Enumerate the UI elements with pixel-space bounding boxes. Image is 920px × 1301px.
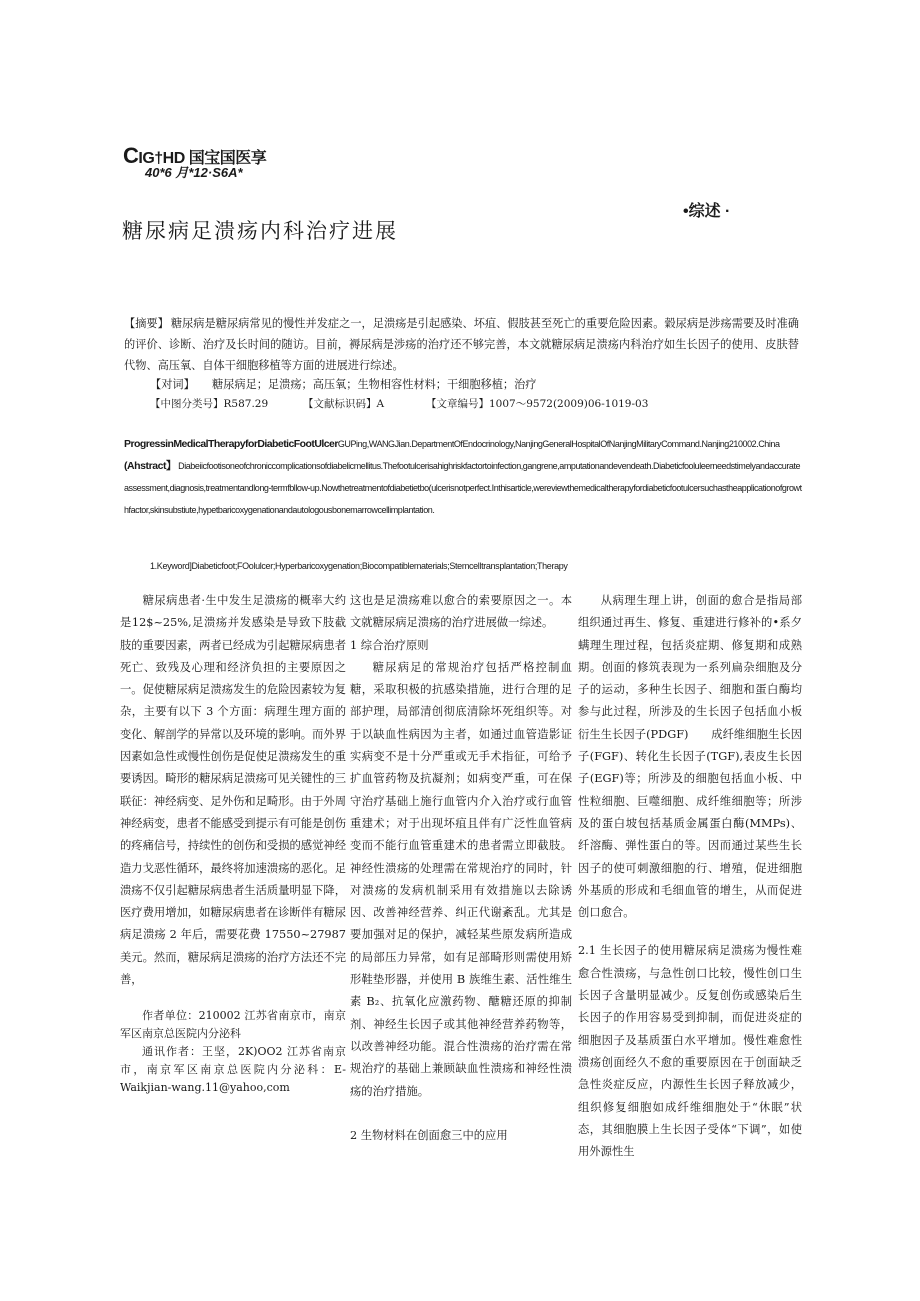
section-2-1-paragraph: 2.1 生长因子的使用糖尿病足溃疡为慢性难愈合性溃疡，与急性创口比较，慢性创口生长因子含量明显减少。反复创伤或感染后生长因子的作用容易受到抑制，而促进炎症的细胞因子及基质蛋白水平增加。慢性难愈性溃疡创面经久不愈的重要原因在于创面缺乏急性炎症反应，内源性生长因子释放减少，组织修复细胞如成纤维细胞处于“休眠”状态，其细胞膜上生长因子受体“下调”，如使用外源性生 [578,944,802,1159]
english-keywords: 1.Keyword]Diabeticfoot;FOolulcer;Hyperbaricoxygenation;Biocompatiblematerials;Stemcelltransplantation;Therapy [150,561,568,571]
body-paragraph: 糖尿病患者·生中发生足溃疡的概率大约是12$~25%,足溃疡并发感染是导致下肢截肢的重要因素，两者已经成为引起糖尿病患者死亡、致残及心理和经济负担的主要原因之一。促使糖尿病足溃疡发生的危险因素较为复杂，主要有以下 3 个方面：病理生理方面的变化、解剖学的异常以及环境的影响。而外界因素如急性或慢性创伤是促使足溃疡发生的重要诱因。畸形的糖尿病足溃疡可见关键性的三联征：神经病变、足外伤和足畸形。由于外周神经病变，患者不能感受到提示有可能是创伤的疼痛信号，持续性的创伤和受损的感觉神经造力戈恶性循环，最终将加速溃疡的恶化。足溃疡不仅引起糖尿病患者生活质量明显下降，医疗费用增加，如糖尿病患者在诊断伴有糖尿病足溃疡 2 年后，需要花费 17550~27987 美元。然而，糖尿病足溃疡的治疗方法还不完善， [120,594,346,987]
spacer [350,1103,572,1125]
body-column-2 [350,590,572,1147]
keywords-text: 糖尿病足；足溃疡；高压氧；生物相容性材料；干细胞移植；治疗 [212,378,537,391]
section-1-paragraph: 糖尿病足的常规治疗包括严格控制血糖，采取积极的抗感染措施，进行合理的足部护理，局部清创彻底清除坏死组织等。对于以缺血性病因为主者，如通过血管造影证实病变不是十分严重或无手术指征，可给予扩血管药物及抗凝剂；如病变严重，可在保守治疗基础上施行血管内介入治疗或行血管重建术；对于出现坏疽且伴有广泛性血管病变而不能行血管重建术的患者需立即截肢。神经性溃疡的处理需在常规治疗的同时，针对溃疡的发病机制采用有效措施以去除诱因、改善神经营养、纠正代谢紊乱。尤其是要加强对足的保护，减轻某些原发病所造成的局部压力异常，如有足部畸形则需使用矫形鞋垫形器，并使用 B 族维生素、活性维生素 B₂、抗氧化应激药物、醣糖还原的抑制剂、神经生长因子或其他神经营养药物等，以改善神经功能。混合性溃疡的治疗需在常规治疗的基础上兼顾缺血性溃疡和神经性溃疡的治疗措施。 [350,660,572,1098]
body-column-1 [120,590,346,1097]
journal-issue: 40*6 月*12·S6A* [145,165,243,180]
author-unit: 作者单位：210002 江苏省南京市，南京军区南京总医院内分泌科 [120,1009,346,1041]
journal-name-rest: IG†HD 国宝国医享 [138,150,267,167]
body-column-3 [578,590,802,1163]
journal-initial: C [123,143,139,168]
abstract-label: 【摘要】 [124,317,169,330]
english-authors: GUPing,WANGJian.DepartmentOfEndocrinology,NanjingGeneralHospitalOfNanjingMilitaryCommand.Nanjing210002.China [337,439,780,449]
english-title: ProgressinMedicalTherapyforDiabeticFootUlcer [124,438,338,450]
document-code: 【文献标识码】A [303,398,385,410]
corresponding-author: 通讯作者：王坚，2K)OO2 江苏省南京市，南京军区南京总医院内分泌科：E-Waikjian-wang.11@yahoo,com [120,1045,346,1095]
section-1-heading: 1 综合治疗原则 [350,638,429,652]
english-abstract-label: (Ahstract】 [124,460,177,472]
english-title-line [124,433,804,455]
english-abstract-body [124,455,804,521]
section-2-heading: 2 生物材料在创面愈三中的应用 [350,1128,508,1142]
intro-paragraph: 这也是足溃疡难以愈合的索要原因之一。本文就糖尿病足溃疡的治疗进展做一综述。 [350,594,572,630]
section-rubric: •综述 · [683,203,731,220]
spacer [578,924,802,940]
abstract-text: 糖尿病是糖尿病常见的慢性并发症之一，足溃疡是引起感染、坏疽、假肢甚至死亡的重要危险因素。糓尿病是涉疡需要及时准确的评价、诊断、治疗及长时间的随访。目前，褥尿病是涉疡的治疗还不够完善，本文就糖尿病足溃疡内科治疗如生长因子的使用、皮肤替代物、高压氧、自体干细胞移植等方面的进展进行综述。 [124,317,799,372]
keywords-label: 【对词】 [150,378,195,391]
section-2-paragraph: 从病理生理上讲，创面的愈合是指局部组织通过再生、修复、重建进行修补的•系夕螨理生理过程，包括炎症期、修复期和成熟期。创面的修筑表现为一系列扁杂细胞及分子的运动，多种生长因子、细胞和蛋白酶均参与此过程，所涉及的生长因子包括血小板衍生生长因子(PDGF) 成纤维细胞生长因子(FGF)、转化生长因子(TGF),表皮生长因子(EGF)等；所涉及的细胞包括血小板、中性粒细胞、巨噬细胞、成纤维细胞等；所涉及的蛋白坡包括基质金属蛋白酶(MMPs)、纤溶酶、弹性蛋白的等。因而通过某些生长因子的使可刺激细胞的行、增殖，促进细胞外基质的形成和毛细血管的增生，从而促进创口愈合。 [578,594,802,920]
spacer [120,991,346,1007]
abstract-zh [124,313,799,376]
article-title: 糖尿病足溃疡内科治疗进展 [122,219,398,243]
keywords-zh [150,376,536,392]
english-abstract [124,433,804,521]
english-abstract-text: Diabeiicfootisoneofchroniccomplicationsofdiabelicmellitus.Thefootulcerisahighriskfactortoinfection,gangrene,amputationandevendeath.Diabeticfooluleerneedstimelyandaccurateassessment,diagnosis,treatmentandlong-termfbllow-up.Nowthetreatmentofdiabetietbo(ulcerisnotperfect.Inthisarticle,wereviewthemedicaltherapyfordiabeticfootulcersuchastheapplicationofgrowthfactor,skinsubstiute,hypetbaricoxygenationandautologousbonemarrowcellimplantation. [124,461,802,515]
clc-number: 【中图分类号】R587.29 [150,398,269,410]
article-number: 【文章编号】1007～9572(2009)06-1019-03 [426,398,649,410]
